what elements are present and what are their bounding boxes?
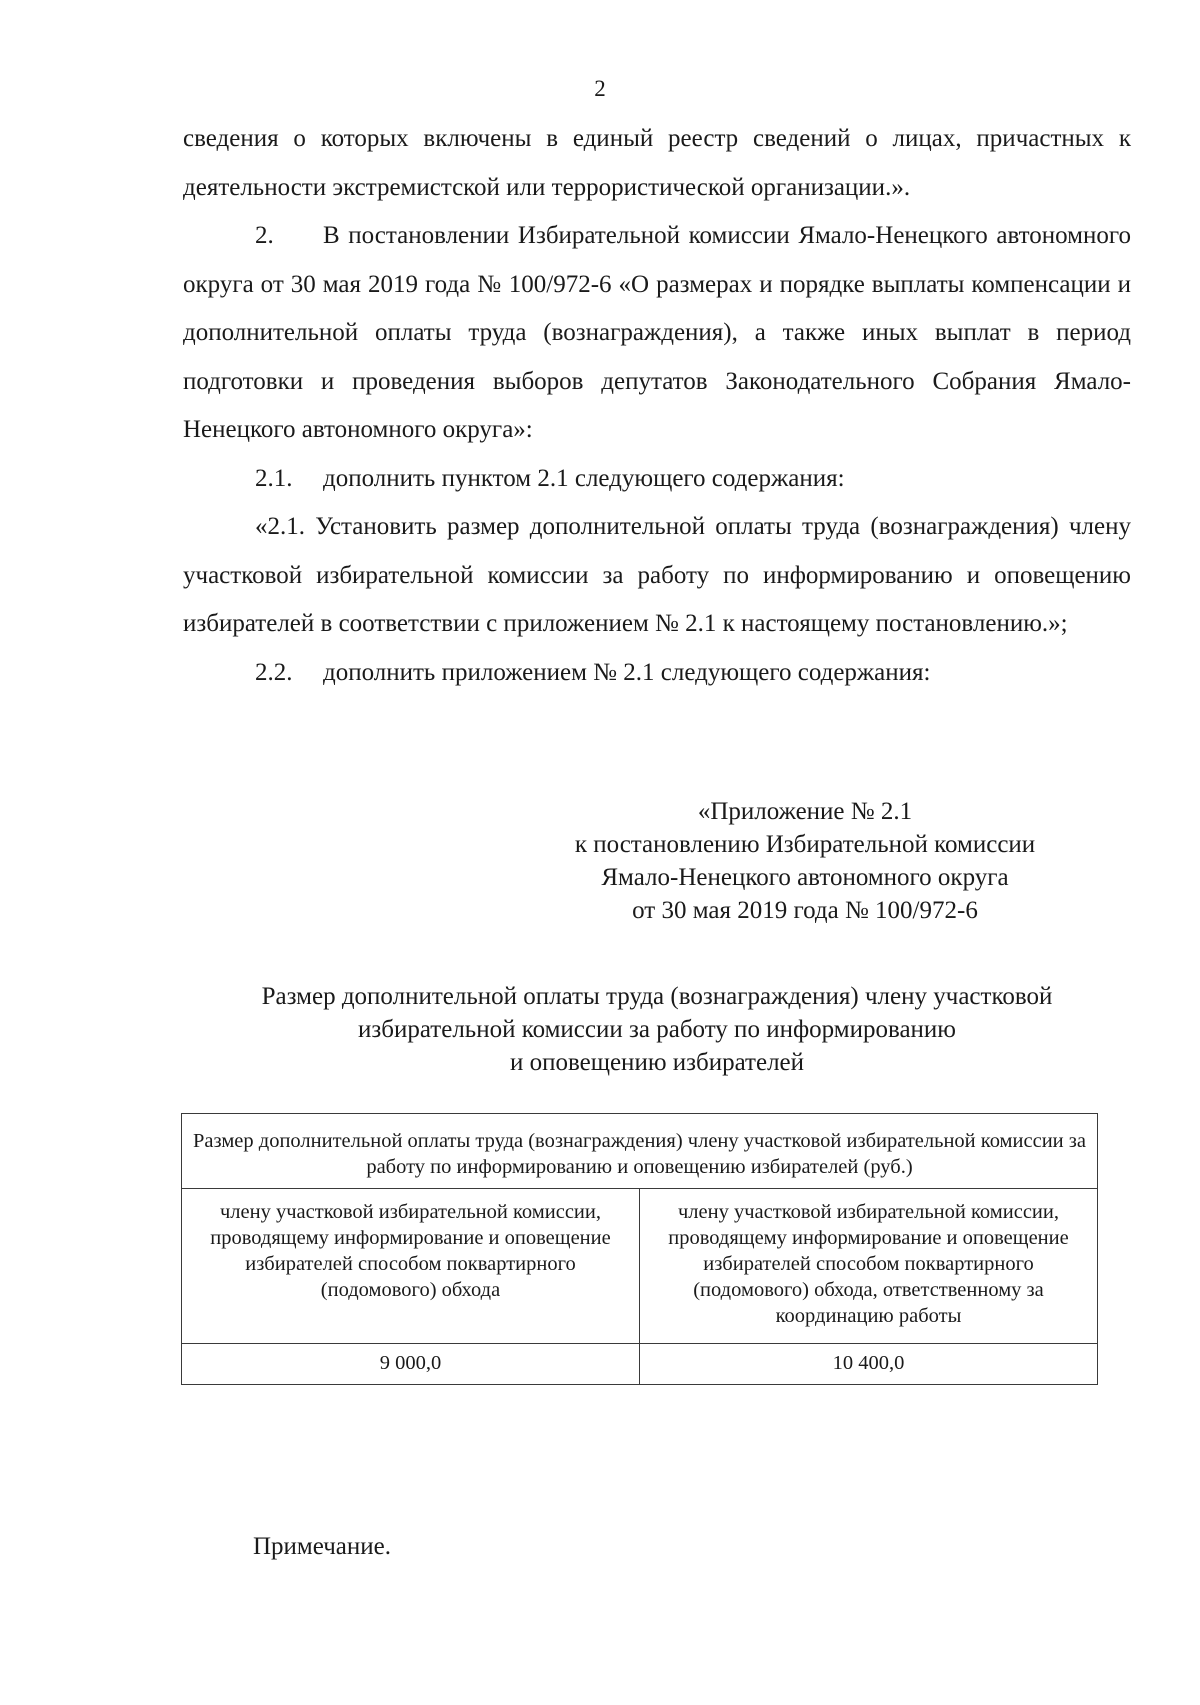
appendix-reference: [505, 795, 1105, 927]
value-cell-1: 9 000,0: [182, 1344, 640, 1385]
table-title-line: и оповещению избирателей: [509, 1049, 805, 1076]
table-header-row: [182, 1114, 1098, 1189]
table-title-line: Размер дополнительной оплаты труда (вознаграждения) члену участковой: [261, 983, 1053, 1010]
table-title-line: избирательной комиссии за работу по информированию: [358, 1016, 956, 1043]
table-column-row: [182, 1189, 1098, 1344]
paragraph-item-2-2: [183, 649, 1131, 698]
paragraph-item-2: [183, 212, 1131, 455]
item-text: В постановлении Избирательной комиссии Ямало-Ненецкого автономного округа от 30 мая 2019 года № 100/972-6 «О размерах и порядке выплаты компенсации и дополнительной оплаты труда (вознаграждения), а также иных выплат в период подготовки и проведения выборов депутатов Законодательного Собрания Ямало-Ненецкого автономного округа»:: [183, 222, 1131, 443]
appendix-line: от 30 мая 2019 года № 100/972-6: [632, 897, 978, 924]
column-header-1: члену участковой избирательной комиссии, проводящему информирование и оповещение избирателей способом поквартирного (подомового) обхода: [182, 1189, 640, 1344]
column-header-2: члену участковой избирательной комиссии, проводящему информирование и оповещение избирателей способом поквартирного (подомового) обхода, ответственному за координацию работы: [640, 1189, 1098, 1344]
table-title: [183, 980, 1131, 1079]
item-number: 2.1.: [255, 464, 293, 492]
item-text: дополнить пунктом 2.1 следующего содержания:: [323, 464, 845, 492]
document-body: [183, 115, 1131, 697]
value-cell-2: 10 400,0: [640, 1344, 1098, 1385]
item-number: 2.: [255, 222, 274, 249]
table-value-row: [182, 1344, 1098, 1385]
note-heading: Примечание.: [253, 1533, 392, 1560]
table-header-cell: Размер дополнительной оплаты труда (вознаграждения) члену участковой избирательной комиссии за работу по информированию и оповещению избирателей (руб.): [182, 1114, 1098, 1189]
appendix-line: к постановлению Избирательной комиссии: [574, 831, 1036, 858]
paragraph-continuation: сведения о которых включены в единый реестр сведений о лицах, причастных к деятельности экстремистской или террористической организации.».: [183, 125, 1131, 201]
paragraph-item-2-1: [183, 455, 1131, 504]
item-text: дополнить приложением № 2.1 следующего содержания:: [323, 658, 931, 686]
appendix-line: «Приложение № 2.1: [697, 798, 913, 825]
payment-table: [181, 1113, 1098, 1385]
paragraph-quoted-amendment: «2.1. Установить размер дополнительной оплаты труда (вознаграждения) члену участковой избирательной комиссии за работу по информированию и оповещению избирателей в соответствии с приложением № 2.1 к настоящему постановлению.»;: [183, 513, 1131, 637]
item-number: 2.2.: [255, 658, 293, 686]
page-number: 2: [594, 76, 606, 101]
appendix-line: Ямало-Ненецкого автономного округа: [601, 864, 1009, 891]
